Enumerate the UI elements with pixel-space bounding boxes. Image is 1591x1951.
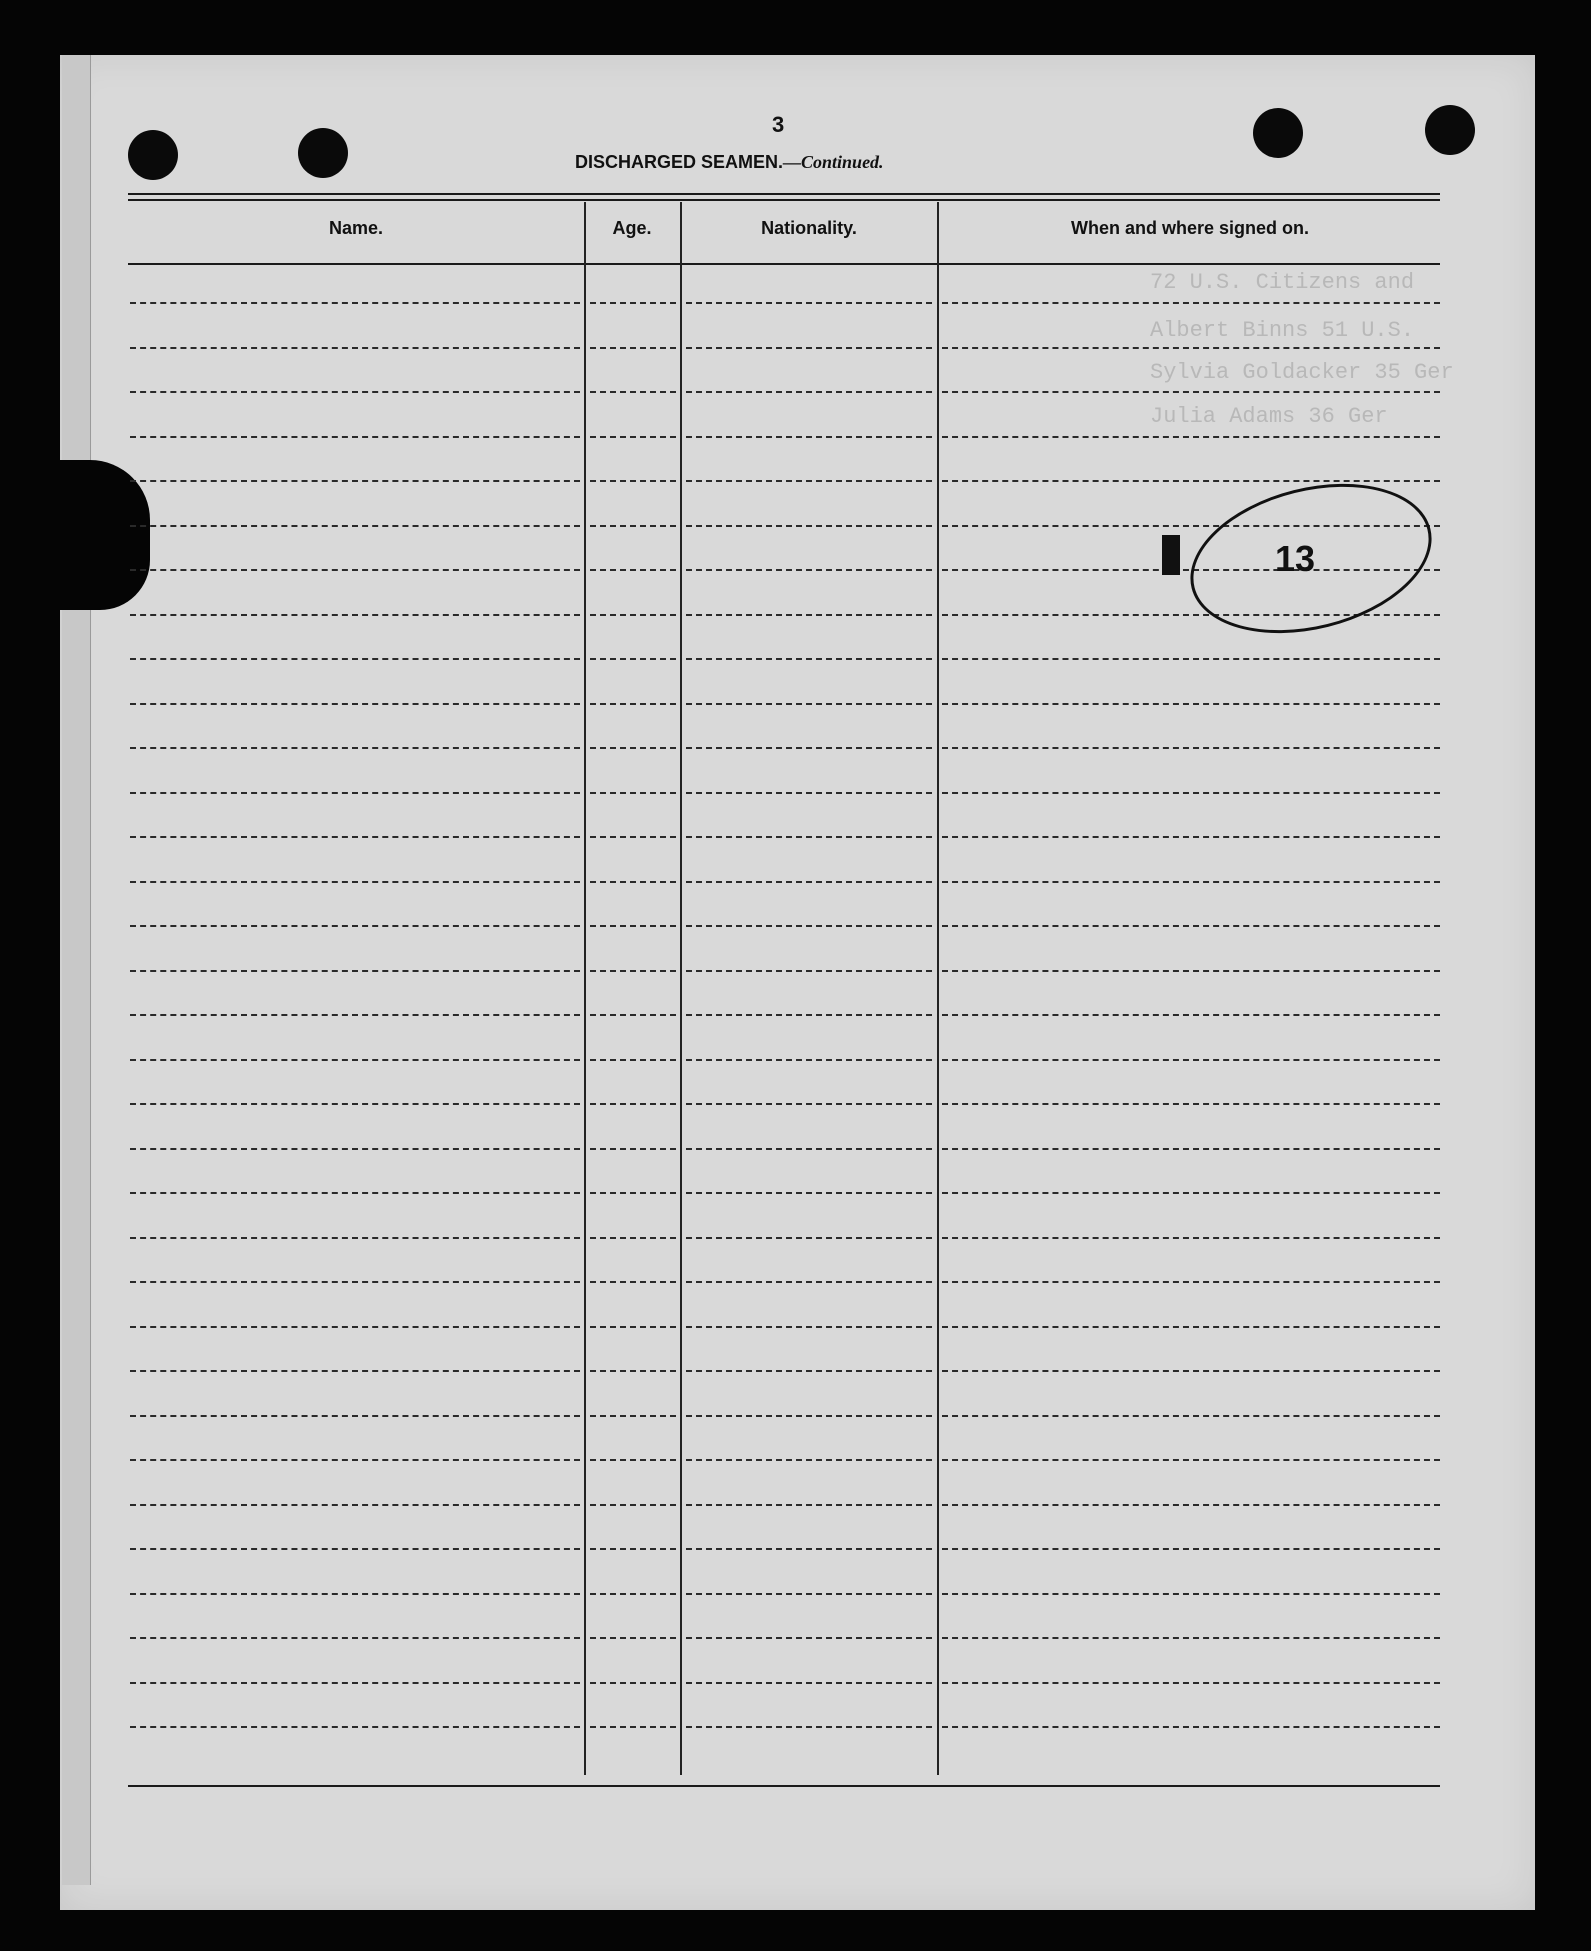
ruled-line [686,1237,932,1239]
ruled-line [942,1415,1440,1417]
ruled-line [130,1637,580,1639]
ruled-line [130,1103,580,1105]
ruled-line [130,792,580,794]
ruled-line [686,925,932,927]
ruled-line [130,970,580,972]
ruled-line [130,1192,580,1194]
ruled-line [686,391,932,393]
ruled-line [686,970,932,972]
ruled-line [686,1059,932,1061]
column-divider [937,202,939,1775]
ruled-line [590,1370,676,1372]
ruled-line [590,1148,676,1150]
ruled-line [130,525,580,527]
ruled-line [942,1370,1440,1372]
ruled-line [686,302,932,304]
bleed-through-line: Sylvia Goldacker 35 Ger [1150,360,1454,385]
ruled-line [686,1415,932,1417]
ruled-line [130,1148,580,1150]
ruled-line [686,1682,932,1684]
footer-rule [128,1785,1440,1787]
ruled-line [942,1281,1440,1283]
page-title-suffix: —Continued. [783,152,884,172]
ruled-line [590,1726,676,1728]
ruled-line [590,1415,676,1417]
ruled-line [686,1281,932,1283]
ruled-line [130,1281,580,1283]
ruled-line [130,436,580,438]
ruled-line [130,347,580,349]
ruled-line [590,302,676,304]
ruled-line [590,1103,676,1105]
column-divider [680,202,682,1775]
ruled-line [130,1726,580,1728]
ruled-line [686,480,932,482]
ruled-line [130,703,580,705]
column-header-underline [128,263,1440,265]
ruled-line [942,347,1440,349]
bleed-through-line: Albert Binns 51 U.S. [1150,318,1415,343]
ruled-line [942,1192,1440,1194]
ruled-line [590,1682,676,1684]
stamp-number: 13 [1275,538,1316,579]
ruled-line [942,1326,1440,1328]
ruled-line [130,1459,580,1461]
ruled-line [686,1103,932,1105]
ruled-line [590,1192,676,1194]
ruled-line [590,391,676,393]
ruled-line [942,1726,1440,1728]
ruled-line [130,925,580,927]
ruled-line [942,391,1440,393]
punch-hole [128,130,178,180]
ruled-line [130,480,580,482]
torn-edge [60,460,150,610]
ruled-line [942,1593,1440,1595]
ruled-line [590,792,676,794]
column-header-name: Name. [328,218,384,238]
ruled-line [686,1148,932,1150]
ruled-line [686,525,932,527]
ruled-line [686,347,932,349]
ruled-line [942,925,1440,927]
ruled-line [942,1103,1440,1105]
ruled-line [686,1504,932,1506]
ruled-line [590,614,676,616]
column-header-nationality: Nationality. [761,218,857,238]
ruled-line [590,970,676,972]
page-title-text: DISCHARGED SEAMEN. [575,152,784,172]
ruled-line [130,391,580,393]
ruled-line [942,302,1440,304]
ruled-line [130,1504,580,1506]
ruled-line [942,1504,1440,1506]
page-title [575,152,884,173]
ruled-line [130,1370,580,1372]
ruled-line [942,480,1440,482]
page-number: 3 [772,112,785,137]
ruled-line [942,1014,1440,1016]
ruled-line [130,658,580,660]
bleed-through-line: Julia Adams 36 Ger [1150,404,1388,429]
ruled-line [590,1637,676,1639]
ruled-line [942,881,1440,883]
ruled-line [590,1237,676,1239]
ruled-line [942,747,1440,749]
binding-edge [62,55,91,1885]
ruled-line [130,1237,580,1239]
ruled-line [590,525,676,527]
ruled-line [130,569,580,571]
ruled-line [130,1548,580,1550]
ruled-line [686,1593,932,1595]
ruled-line [590,1459,676,1461]
ruled-line [686,1326,932,1328]
punch-hole [1425,105,1475,155]
column-header-age: Age. [612,218,652,238]
column-header-signed-on: When and where signed on. [1070,218,1310,238]
ruled-line [590,347,676,349]
ruled-line [686,836,932,838]
ruled-line [590,925,676,927]
ruled-line [130,881,580,883]
ruled-line [590,1593,676,1595]
ruled-line [942,836,1440,838]
ruled-line [942,658,1440,660]
ruled-line [686,1548,932,1550]
ruled-line [942,1148,1440,1150]
ruled-line [686,1014,932,1016]
ruled-line [590,1059,676,1061]
ruled-line [130,1682,580,1684]
ruled-line [942,436,1440,438]
ruled-line [590,1014,676,1016]
ruled-line [942,1682,1440,1684]
punch-hole [1253,108,1303,158]
ruled-line [590,658,676,660]
ruled-line [590,747,676,749]
ruled-line [590,703,676,705]
ruled-line [590,436,676,438]
ruled-line [686,614,932,616]
ruled-line [686,658,932,660]
ruled-line [590,881,676,883]
ruled-line [686,792,932,794]
column-divider [584,202,586,1775]
bleed-through-line: 72 U.S. Citizens and [1150,270,1415,295]
ruled-line [130,302,580,304]
ruled-line [590,1326,676,1328]
ruled-line [942,1059,1440,1061]
ruled-line [686,1637,932,1639]
ruled-line [686,1726,932,1728]
header-rule [128,199,1440,201]
ruled-line [686,436,932,438]
ruled-line [686,1459,932,1461]
ruled-line [686,1192,932,1194]
ruled-line [686,1370,932,1372]
stamp-mark [1162,535,1180,575]
ruled-line [130,1326,580,1328]
punch-hole [298,128,348,178]
ruled-line [686,569,932,571]
ruled-line [942,1637,1440,1639]
ruled-line [686,747,932,749]
ruled-line [942,1548,1440,1550]
ruled-line [130,614,580,616]
ruled-line [942,1459,1440,1461]
ruled-line [590,480,676,482]
header-rule [128,193,1440,195]
ruled-line [942,1237,1440,1239]
ruled-line [130,1059,580,1061]
ruled-line [942,703,1440,705]
ruled-line [130,747,580,749]
ruled-line [942,970,1440,972]
ruled-line [130,836,580,838]
ruled-line [942,614,1440,616]
ruled-line [130,1593,580,1595]
ruled-line [130,1014,580,1016]
ruled-line [590,569,676,571]
ruled-line [942,792,1440,794]
ruled-line [590,1504,676,1506]
ruled-line [130,1415,580,1417]
ruled-line [686,881,932,883]
ruled-line [590,836,676,838]
ruled-line [590,1548,676,1550]
ruled-line [590,1281,676,1283]
ruled-line [686,703,932,705]
